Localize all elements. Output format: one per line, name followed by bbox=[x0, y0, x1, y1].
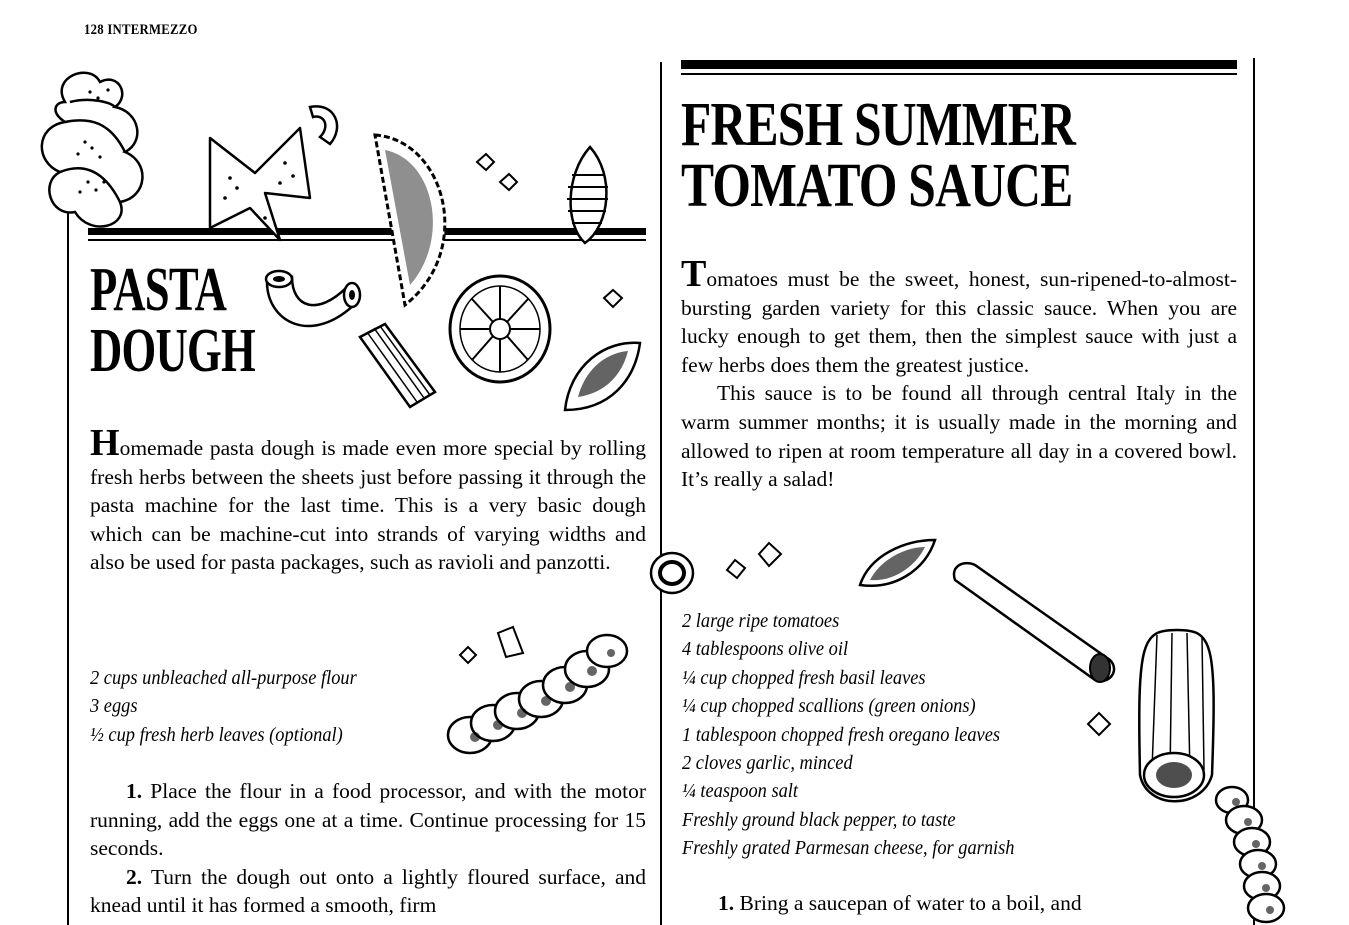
ingredient-item: ¼ teaspoon salt bbox=[682, 780, 799, 803]
fusilli-icon bbox=[445, 625, 635, 760]
page-header: 128 INTERMEZZO bbox=[84, 22, 198, 38]
tomato-sauce-title bbox=[681, 91, 1076, 220]
tomato-sauce-steps bbox=[682, 889, 1237, 918]
title-line: FRESH SUMMER bbox=[681, 91, 1076, 159]
title-line: PASTA bbox=[90, 256, 227, 324]
pasta-dough-steps bbox=[90, 777, 646, 920]
tomato-sauce-intro bbox=[681, 253, 1237, 494]
pasta-dough-intro bbox=[90, 422, 646, 577]
ingredient-item: 2 cloves garlic, minced bbox=[682, 752, 853, 775]
ingredient-item: ¼ cup chopped fresh basil leaves bbox=[682, 666, 926, 689]
ingredient-item: 3 eggs bbox=[90, 695, 138, 718]
drop-cap: T bbox=[681, 253, 707, 295]
ingredient-item: ¼ cup chopped scallions (green onions) bbox=[682, 695, 976, 718]
pasta-shell-icon bbox=[30, 62, 170, 237]
elbow-macaroni-icon bbox=[305, 102, 345, 147]
intro-text: omemade pasta dough is made even more special by rolling fresh herbs between the sheets just before passing it through the pasta machine for the last time. This is a very basic dough which can be machine-cut into strands of varying widths and also be used for pasta packages, such as ravioli and panzotti. bbox=[90, 436, 646, 575]
right-title-rule-thin bbox=[681, 73, 1237, 75]
title-line: DOUGH bbox=[90, 316, 256, 385]
pastina-icon bbox=[1085, 710, 1113, 738]
intro-text-2: This sauce is to be found all through central Italy in the warm summer months; it is usually made in the morning and allowed to ripen at room temperature all day in a covered bowl. It’s really a salad! bbox=[681, 381, 1237, 492]
step-text: Place the flour in a food processor, and with the motor running, add the eggs one at a time. Continue processing for 15 seconds. bbox=[90, 779, 646, 861]
ingredient-item: Freshly ground black pepper, to taste bbox=[682, 808, 956, 831]
rigatoni-icon bbox=[1132, 625, 1222, 815]
conchiglie-icon bbox=[855, 535, 940, 595]
step-1 bbox=[682, 889, 1237, 918]
ingredient-item: 4 tablespoons olive oil bbox=[682, 638, 849, 661]
pastina-icon bbox=[725, 540, 785, 585]
step-number: 1. bbox=[126, 779, 143, 803]
conchiglie-icon bbox=[560, 145, 615, 245]
intro-text: omatoes must be the sweet, honest, sun-ripened-to-almost-bursting garden variety for this classic sauce. When you are lucky enough to get them, then the simplest sauce with just a few herbs does them the greatest justice. bbox=[681, 267, 1237, 377]
pastina-icon bbox=[472, 150, 527, 205]
rigatoni-icon bbox=[355, 322, 440, 412]
drop-cap: H bbox=[90, 422, 120, 464]
pasta-dough-ingredients bbox=[90, 664, 357, 749]
step-text: Turn the dough out onto a lightly floured surface, and knead until it has formed a smooth, firm bbox=[90, 864, 646, 918]
step-text: Bring a saucepan of water to a boil, and bbox=[734, 891, 1082, 915]
step-number: 2. bbox=[126, 864, 143, 889]
ingredient-item: 2 cups unbleached all-purpose flour bbox=[90, 667, 357, 689]
penne-icon bbox=[950, 560, 1120, 690]
ingredient-item: 2 large ripe tomatoes bbox=[682, 610, 840, 632]
left-column-rule bbox=[67, 210, 69, 925]
step-2 bbox=[90, 863, 646, 920]
title-line: TOMATO SAUCE bbox=[681, 151, 1073, 220]
ingredient-item: Freshly grated Parmesan cheese, for garnish bbox=[682, 837, 1015, 860]
step-number: 1. bbox=[718, 891, 735, 915]
fusilli-icon bbox=[1212, 780, 1292, 925]
center-column-rule bbox=[660, 62, 662, 925]
ingredient-item: 1 tablespoon chopped fresh oregano leaves bbox=[682, 723, 1001, 746]
pastina-icon bbox=[602, 288, 624, 310]
farfalle-icon bbox=[205, 128, 315, 243]
step-1 bbox=[90, 777, 646, 863]
right-title-rule-thick bbox=[681, 60, 1237, 69]
rotelle-wheel-icon bbox=[445, 272, 555, 387]
ditalini-ring-icon bbox=[648, 550, 696, 596]
ingredient-item: ½ cup fresh herb leaves (optional) bbox=[90, 723, 343, 746]
conchiglie-icon bbox=[560, 335, 645, 420]
pasta-dough-title bbox=[90, 256, 256, 385]
